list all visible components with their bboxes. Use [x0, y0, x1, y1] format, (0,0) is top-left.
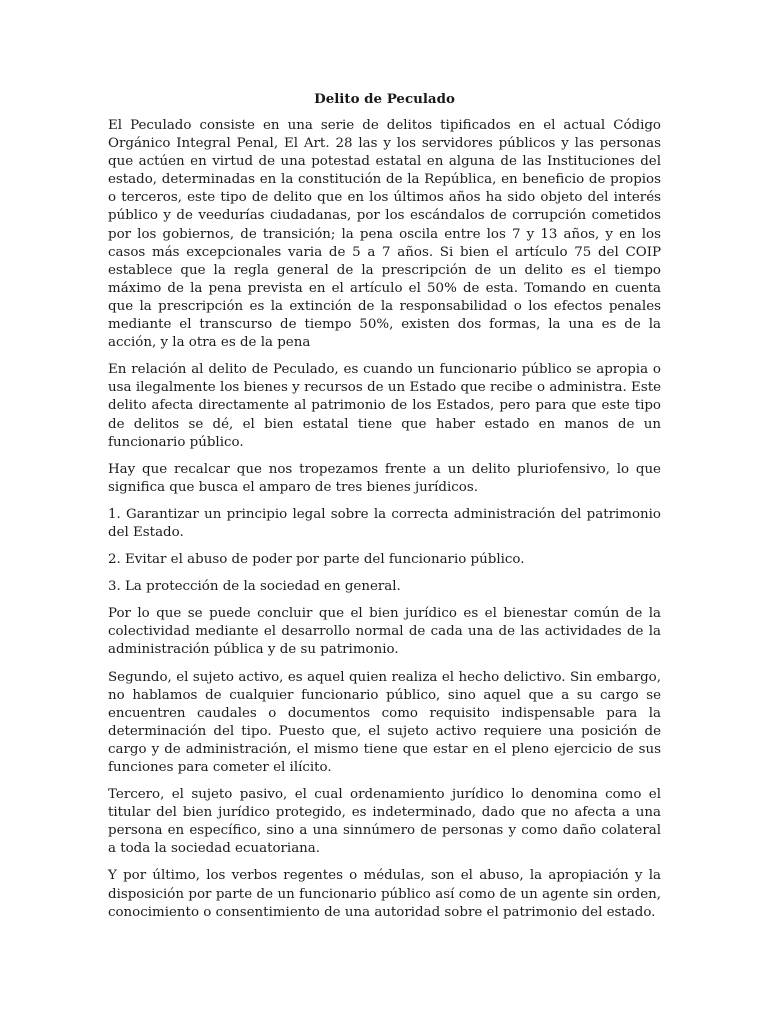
- list-item-1: 1. Garantizar un principio legal sobre la correcta administración del patrimonio del Estado.: [108, 506, 661, 540]
- paragraph-intro: El Peculado consiste en una serie de delitos tipificados en el actual Código Orgánico Integral Penal, El Art. 28 las y los servidores públicos y las personas que actúen en virtud de una potestad estatal en alguna de las Instituciones del estado, determinadas en la constitución de la República, en beneficio de propios o terceros, este tipo de delito que en los últimos años ha sido objeto del interés público y de veedurías ciudadanas, por los escándalos de corrupción cometidos por los gobiernos, de transición; la pena oscila entre los 7 y 13 años, y en los casos más excepcionales varia de 5 a 7 años. Si bien el artículo 75 del COIP establece que la regla general de la prescripción de un delito es el tiempo máximo de la pena prevista en el artículo el 50% de esta. Tomando en cuenta que la prescripción es la extinción de la responsabilidad o los efectos penales mediante el transcurso de tiempo 50%, existen dos formas, la una es de la acción, y la otra es de la pena: [108, 118, 661, 351]
- document-page: [108, 90, 661, 931]
- paragraph-sujeto-activo: Segundo, el sujeto activo, es aquel quien realiza el hecho delictivo. Sin embargo, no hablamos de cualquier funcionario público, sino aquel que a su cargo se encuentren caudales o documentos como requisito indispensable para la determinación del tipo. Puesto que, el sujeto activo requiere una posición de cargo y de administración, el mismo tiene que estar en el pleno ejercicio de sus funciones para cometer el ilícito.: [108, 669, 661, 775]
- paragraph-relation: En relación al delito de Peculado, es cuando un funcionario público se apropia o usa ilegalmente los bienes y recursos de un Estado que recibe o administra. Este delito afecta directamente al patrimonio de los Estados, pero para que este tipo de delitos se dé, el bien estatal tiene que haber estado en manos de un funcionario público.: [108, 362, 661, 450]
- paragraph-sujeto-pasivo: Tercero, el sujeto pasivo, el cual ordenamiento jurídico lo denomina como el titular del bien jurídico protegido, es indeterminado, dado que no afecta a una persona en específico, sino a una sinnúmero de personas y como daño colateral a toda la sociedad ecuatoriana.: [108, 787, 661, 857]
- list-item-2: 2. Evitar el abuso de poder por parte del funcionario público.: [108, 552, 525, 568]
- paragraph-pluriofensivo: Hay que recalcar que nos tropezamos frente a un delito pluriofensivo, lo que significa que busca el amparo de tres bienes jurídicos.: [108, 461, 661, 495]
- paragraph-bien-juridico: Por lo que se puede concluir que el bien jurídico es el bienestar común de la colectividad mediante el desarrollo normal de cada una de las actividades de la administración pública y de su patrimonio.: [108, 606, 661, 658]
- document-title: Delito de Peculado: [314, 91, 455, 107]
- list-item-3: 3. La protección de la sociedad en general.: [108, 579, 401, 595]
- paragraph-verbos-regentes: Y por último, los verbos regentes o médulas, son el abuso, la apropiación y la disposición por parte de un funcionario público así como de un agente sin orden, conocimiento o consentimiento de una autoridad sobre el patrimonio del estado.: [108, 868, 661, 920]
